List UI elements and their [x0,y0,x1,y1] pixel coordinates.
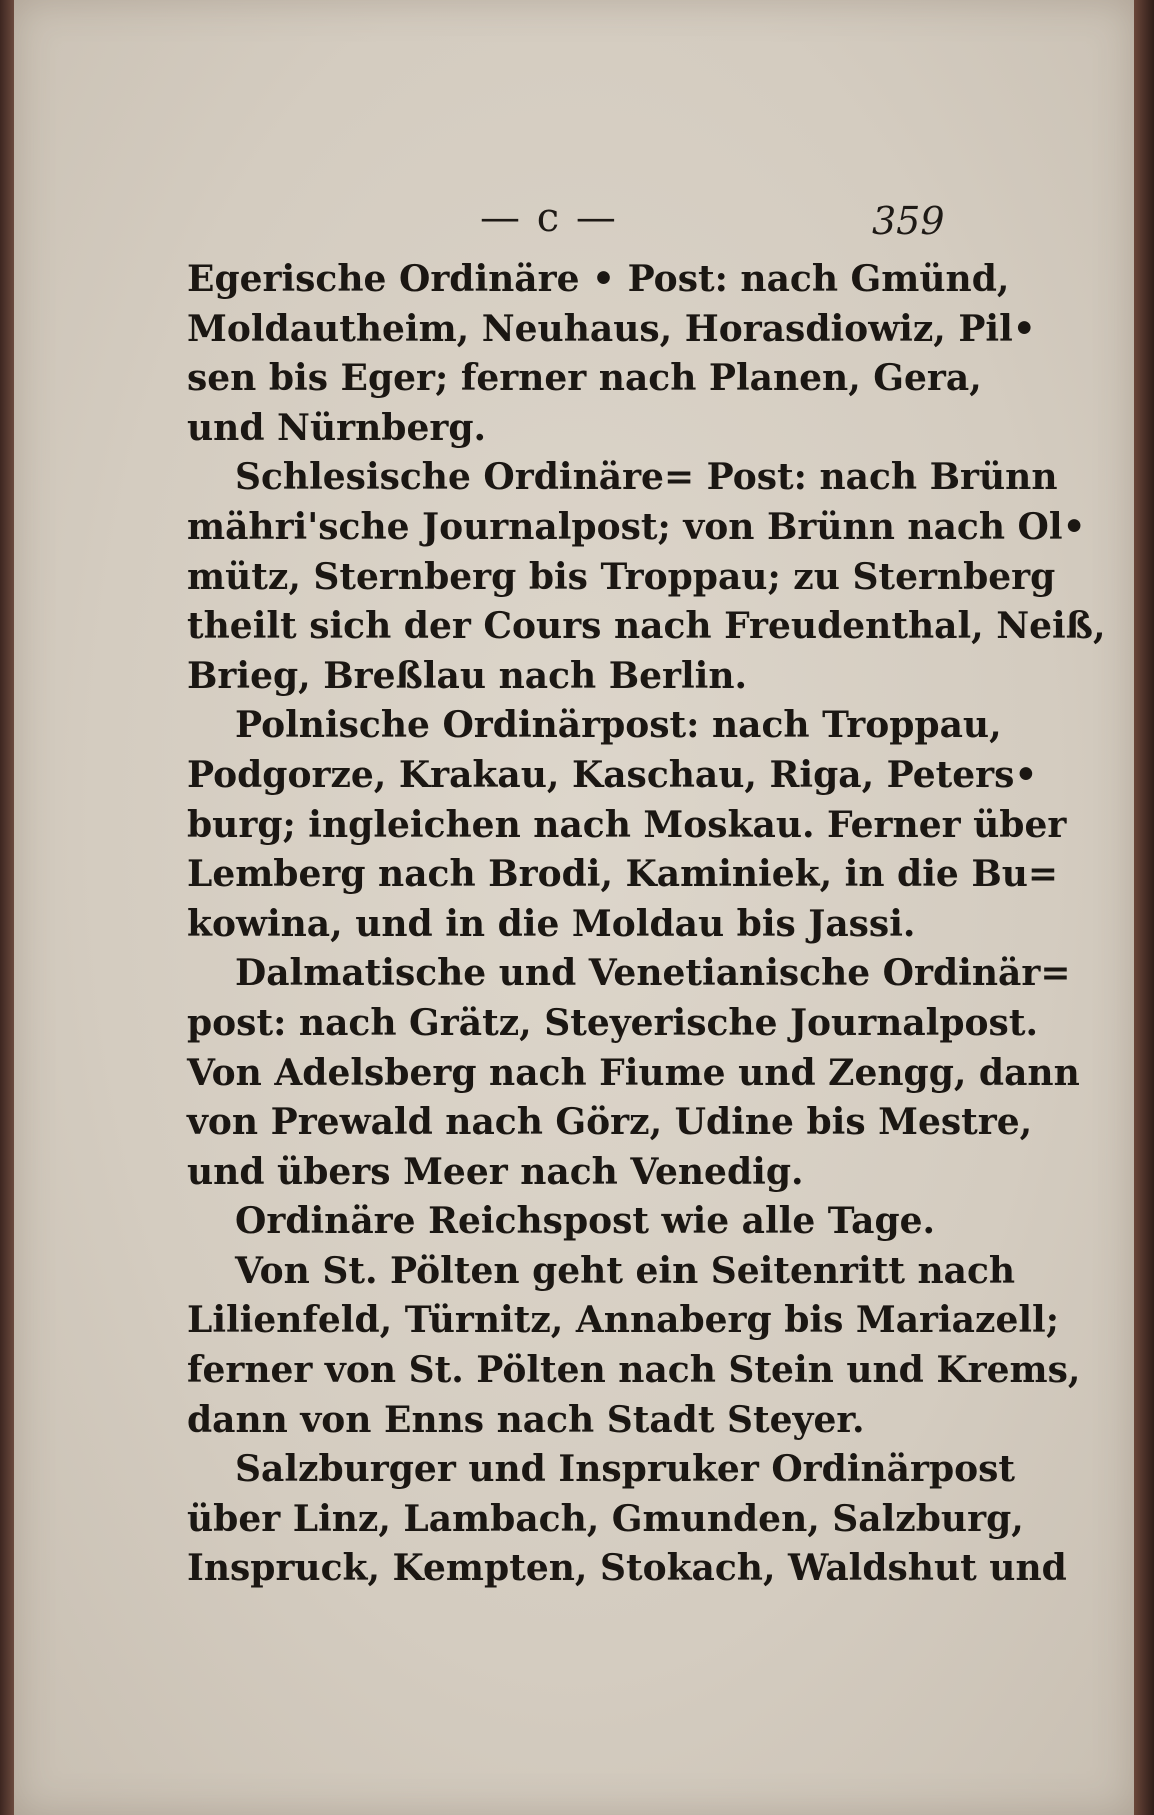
text-line: Schlesische Ordinäre= Post: nach Brünn [235,456,1058,499]
book-cover-edge [1134,0,1154,1815]
text-line: Von Adelsberg nach Fiume und Zengg, dann [187,1051,1080,1094]
text-line: Brieg, Breßlau nach Berlin. [187,654,748,697]
text-line: mütz, Sternberg bis Troppau; zu Sternberg [187,555,1056,598]
text-line: und übers Meer nach Venedig. [187,1150,804,1193]
text-line: burg; ingleichen nach Moskau. Ferner über [187,803,1067,846]
text-line: Ordinäre Reichspost wie alle Tage. [235,1200,936,1243]
text-line: ferner von St. Pölten nach Stein und Krems, [187,1349,1081,1392]
text-line: post: nach Grätz, Steyerische Journalpost. [187,1001,1038,1044]
text-line: theilt sich der Cours nach Freudenthal, Neiß, [187,605,1106,648]
text-line: sen bis Eger; ferner nach Planen, Gera, [187,357,982,400]
signature-mark: — c — [480,195,618,241]
text-line: von Prewald nach Görz, Udine bis Mestre, [187,1101,1033,1144]
text-line: Lemberg nach Brodi, Kaminiek, in die Bu= [187,853,1059,896]
page-header [14,195,1134,255]
text-line: Lilienfeld, Türnitz, Annaberg bis Mariazell; [187,1299,1059,1342]
text-line: Podgorze, Krakau, Kaschau, Riga, Peters• [187,753,1038,796]
text-line: Egerische Ordinäre • Post: nach Gmünd, [187,258,1010,300]
book-page [14,0,1134,1815]
text-line: kowina, und in die Moldau bis Jassi. [187,902,916,945]
text-line: Polnische Ordinärpost: nach Troppau, [235,704,1002,747]
text-line: dann von Enns nach Stadt Steyer. [187,1398,865,1441]
text-line: mähri'sche Journalpost; von Brünn nach Ol• [187,505,1086,548]
text-line: Salzburger und Inspruker Ordinärpost [235,1448,1016,1491]
page-number: 359 [872,199,945,243]
text-line: und Nürnberg. [187,406,487,449]
text-line: Dalmatische und Venetianische Ordinär= [235,952,1071,995]
text-line: über Linz, Lambach, Gmunden, Salzburg, [187,1497,1024,1540]
body-text [187,255,1106,1594]
text-line: Inspruck, Kempten, Stokach, Waldshut und [187,1547,1067,1590]
text-line: Von St. Pölten geht ein Seitenritt nach [235,1249,1016,1292]
text-line: Moldautheim, Neuhaus, Horasdiowiz, Pil• [187,307,1036,350]
book-binding-edge [0,0,14,1815]
